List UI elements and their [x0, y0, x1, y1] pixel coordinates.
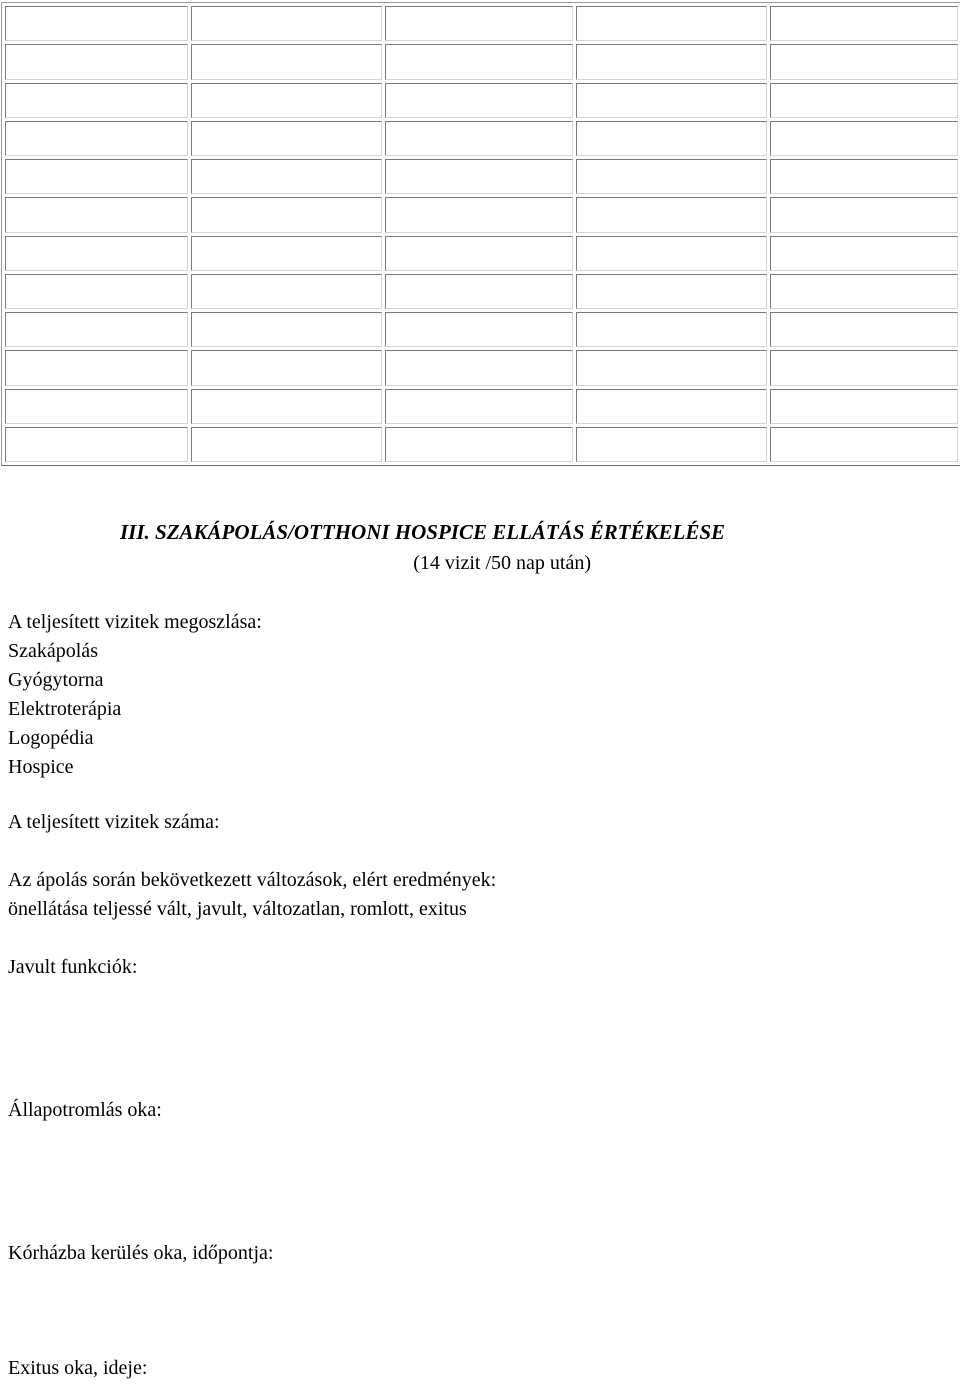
table-row — [5, 197, 958, 232]
table-cell[interactable] — [385, 236, 573, 271]
table-cell[interactable] — [576, 389, 767, 424]
table-cell[interactable] — [385, 427, 573, 462]
table-cell[interactable] — [770, 83, 958, 118]
table-row — [5, 159, 958, 194]
table-cell[interactable] — [385, 389, 573, 424]
table-cell[interactable] — [191, 274, 382, 309]
table-cell[interactable] — [770, 6, 958, 41]
changes-options: önellátása teljessé vált, javult, változatlan, romlott, exitus — [8, 898, 467, 920]
distribution-block — [8, 608, 262, 782]
deterioration-label: Állapotromlás oka: — [8, 1099, 162, 1121]
table-cell[interactable] — [576, 236, 767, 271]
table-cell[interactable] — [385, 121, 573, 156]
distribution-heading: A teljesített vizitek megoszlása: — [8, 611, 262, 633]
table-cell[interactable] — [576, 197, 767, 232]
table-row — [5, 427, 958, 462]
table-cell[interactable] — [5, 427, 188, 462]
grid-body — [5, 6, 958, 462]
table-cell[interactable] — [576, 6, 767, 41]
improved-functions-label: Javult funkciók: — [8, 956, 138, 978]
table-cell[interactable] — [191, 236, 382, 271]
blank-grid-table — [1, 2, 960, 466]
table-row — [5, 83, 958, 118]
table-cell[interactable] — [576, 427, 767, 462]
table-cell[interactable] — [191, 6, 382, 41]
table-cell[interactable] — [770, 427, 958, 462]
distribution-item-gyogytorna: Gyógytorna — [8, 669, 104, 691]
table-cell[interactable] — [576, 159, 767, 194]
table-cell[interactable] — [385, 159, 573, 194]
table-cell[interactable] — [770, 274, 958, 309]
table-cell[interactable] — [5, 6, 188, 41]
table-cell[interactable] — [5, 350, 188, 385]
distribution-item-szakapolas: Szakápolás — [8, 640, 98, 662]
table-cell[interactable] — [770, 44, 958, 79]
table-cell[interactable] — [5, 83, 188, 118]
table-cell[interactable] — [385, 44, 573, 79]
table-cell[interactable] — [191, 44, 382, 79]
table-cell[interactable] — [770, 197, 958, 232]
section-title: III. SZAKÁPOLÁS/OTTHONI HOSPICE ELLÁTÁS ÉRTÉKELÉSE — [120, 520, 726, 544]
distribution-item-logopedia: Logopédia — [8, 727, 94, 749]
changes-heading: Az ápolás során bekövetkezett változások, elért eredmények: — [8, 869, 497, 891]
table-cell[interactable] — [191, 121, 382, 156]
table-cell[interactable] — [191, 312, 382, 347]
table-cell[interactable] — [5, 389, 188, 424]
table-cell[interactable] — [191, 389, 382, 424]
table-cell[interactable] — [385, 350, 573, 385]
hospital-label: Kórházba kerülés oka, időpontja: — [8, 1242, 274, 1264]
table-cell[interactable] — [5, 159, 188, 194]
table-cell[interactable] — [770, 159, 958, 194]
table-row — [5, 236, 958, 271]
table-cell[interactable] — [576, 83, 767, 118]
table-cell[interactable] — [5, 312, 188, 347]
table-cell[interactable] — [770, 350, 958, 385]
table-cell[interactable] — [5, 236, 188, 271]
table-cell[interactable] — [576, 121, 767, 156]
table-cell[interactable] — [576, 44, 767, 79]
table-row — [5, 389, 958, 424]
table-row — [5, 44, 958, 79]
table-cell[interactable] — [385, 83, 573, 118]
table-cell[interactable] — [576, 274, 767, 309]
table-cell[interactable] — [191, 159, 382, 194]
section-subtitle: (14 vizit /50 nap után) — [413, 552, 591, 574]
table-row — [5, 274, 958, 309]
table-cell[interactable] — [5, 197, 188, 232]
table-cell[interactable] — [191, 83, 382, 118]
table-row — [5, 350, 958, 385]
table-row — [5, 6, 958, 41]
exitus-label: Exitus oka, ideje: — [8, 1357, 148, 1379]
visit-count-label: A teljesített vizitek száma: — [8, 811, 220, 833]
table-cell[interactable] — [770, 389, 958, 424]
table-cell[interactable] — [5, 274, 188, 309]
table-cell[interactable] — [770, 121, 958, 156]
table-cell[interactable] — [191, 427, 382, 462]
distribution-item-hospice: Hospice — [8, 756, 74, 778]
table-cell[interactable] — [5, 44, 188, 79]
table-cell[interactable] — [770, 312, 958, 347]
table-cell[interactable] — [385, 6, 573, 41]
table-cell[interactable] — [191, 350, 382, 385]
table-cell[interactable] — [385, 274, 573, 309]
distribution-item-elektroterapia: Elektroterápia — [8, 698, 122, 720]
table-cell[interactable] — [385, 312, 573, 347]
table-cell[interactable] — [385, 197, 573, 232]
table-cell[interactable] — [191, 197, 382, 232]
table-cell[interactable] — [5, 121, 188, 156]
table-cell[interactable] — [770, 236, 958, 271]
table-cell[interactable] — [576, 312, 767, 347]
table-row — [5, 121, 958, 156]
table-cell[interactable] — [576, 350, 767, 385]
table-row — [5, 312, 958, 347]
